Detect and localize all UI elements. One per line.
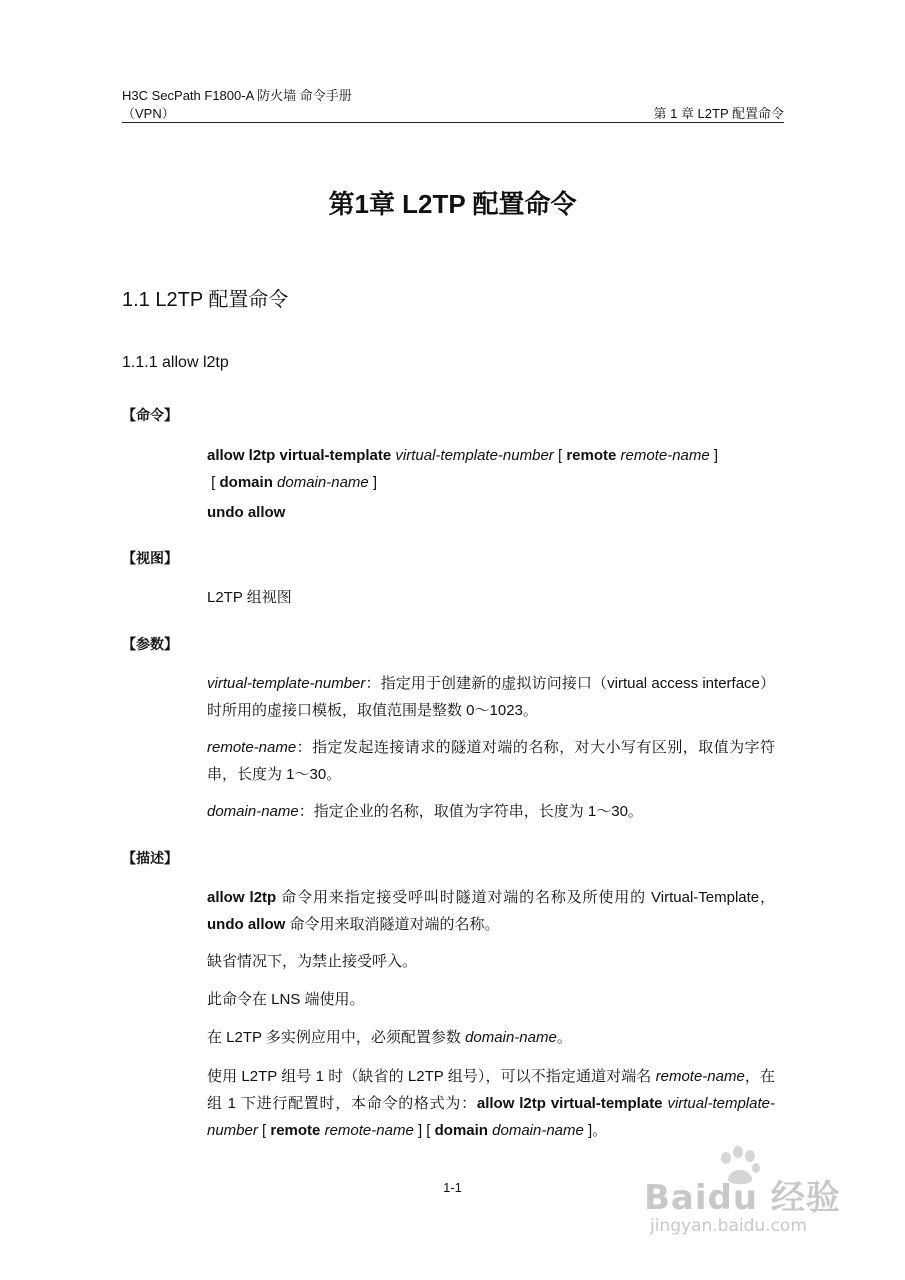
label-params: 【参数】 bbox=[122, 636, 178, 652]
chapter-title: 第1章 L2TP 配置命令 bbox=[328, 189, 577, 219]
param-virtual-template-number: virtual-template-number：指定用于创建新的虚拟访问接口（virtual access interface）时所用的虚接口模板，取值范围是整数 0～1023。 bbox=[207, 675, 775, 719]
command-syntax: allow l2tp virtual-template virtual-template-number [ remote remote-name ] [ domain domain-name ] bbox=[207, 447, 719, 491]
desc-paragraph-3: 此命令在 LNS 端使用。 bbox=[207, 991, 365, 1008]
param-remote-name: remote-name：指定发起连接请求的隧道对端的名称，对大小写有区别，取值为字符串，长度为 1～30。 bbox=[207, 739, 775, 783]
label-description: 【描述】 bbox=[122, 850, 178, 866]
label-command: 【命令】 bbox=[122, 407, 178, 423]
section-title: 1.1 L2TP 配置命令 bbox=[122, 289, 289, 311]
label-view: 【视图】 bbox=[122, 550, 178, 566]
watermark-url: jingyan.baidu.com bbox=[650, 1216, 807, 1236]
desc-paragraph-4: 在 L2TP 多实例应用中，必须配置参数 domain-name。 bbox=[207, 1029, 572, 1046]
desc-paragraph-5: 使用 L2TP 组号 1 时（缺省的 L2TP 组号），可以不指定通道对端名 remote-name，在组 1 下进行配置时，本命令的格式为：allow l2tp virtual-template virtual-template-number [ remote remote-name ] [ domain domain-name ]。 bbox=[207, 1068, 775, 1139]
header-doc-title: H3C SecPath F1800-A 防火墙 命令手册 bbox=[122, 88, 352, 103]
view-text: L2TP 组视图 bbox=[207, 589, 292, 606]
desc-paragraph-1: allow l2tp 命令用来指定接受呼叫时隧道对端的名称及所使用的 Virtual-Template，undo allow 命令用来取消隧道对端的名称。 bbox=[207, 889, 775, 933]
watermark-brand: Baidu 经验 bbox=[644, 1178, 841, 1218]
header-chapter: 第 1 章 L2TP 配置命令 bbox=[653, 106, 784, 121]
header-doc-subtitle: （VPN） bbox=[122, 106, 175, 121]
header-rule bbox=[122, 122, 784, 123]
param-domain-name: domain-name：指定企业的名称，取值为字符串，长度为 1～30。 bbox=[207, 803, 643, 820]
subsection-title: 1.1.1 allow l2tp bbox=[122, 354, 229, 371]
command-undo: undo allow bbox=[207, 504, 286, 521]
desc-paragraph-2: 缺省情况下，为禁止接受呼入。 bbox=[207, 953, 418, 970]
page-number: 1-1 bbox=[443, 1180, 462, 1195]
